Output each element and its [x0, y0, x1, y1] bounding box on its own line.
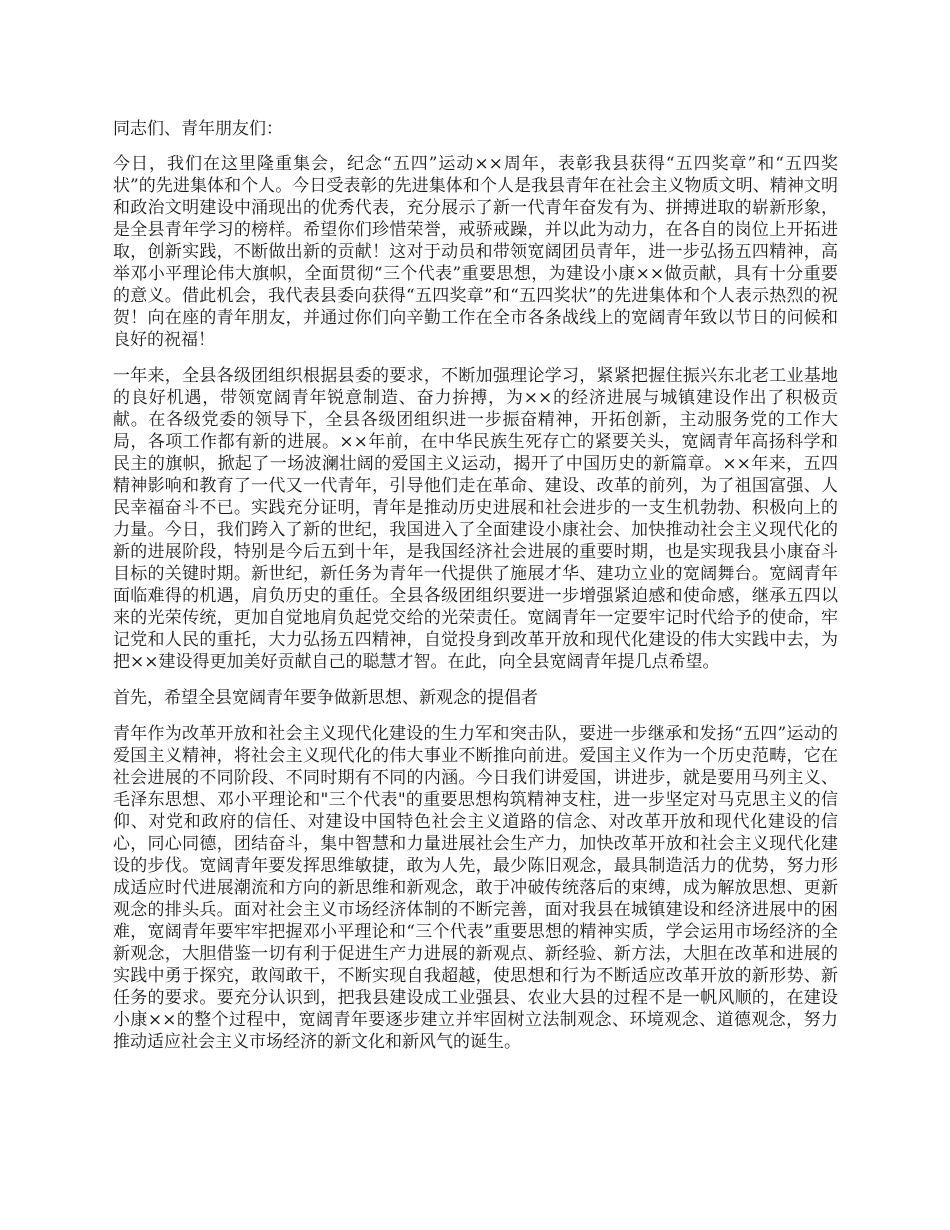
paragraph-commendation: 今日，我们在这里隆重集会，纪念“五四”运动××周年，表彰我县获得“五四奖章”和“五四奖状”的先进集体和个人。今日受表彰的先进集体和个人是我县青年在社会主义物质文明、精神文明和政治文明建设中涌现出的优秀代表，充分展示了新一代青年奋发有为、拼搏进取的崭新形象，是全县青年学习的榜样。希望你们珍惜荣誉，戒骄戒躁，并以此为动力，在各自的岗位上开拓进取，创新实践，不断做出新的贡献！这对于动员和带领宽阔团员青年，进一步弘扬五四精神，高举邓小平理论伟大旗帜，全面贯彻“三个代表”重要思想，为建设小康××做贡献，具有十分重要的意义。借此机会，我代表县委向获得“五四奖章”和“五四奖状”的先进集体和个人表示热烈的祝贺！向在座的青年朋友，并通过你们向辛勤工作在全市各条战线上的宽阔青年致以节日的问候和良好的祝福！ [113, 154, 838, 350]
document-body [113, 118, 838, 1067]
paragraph-new-ideas: 青年作为改革开放和社会主义现代化建设的生力军和突击队，要进一步继承和发扬“五四”运动的爱国主义精神，将社会主义现代化的伟大事业不断推向前进。爱国主义作为一个历史范畴，它在社会进展的不同阶段、不同时期有不同的内涵。今日我们讲爱国，讲进步，就是要用马列主义、毛泽东思想、邓小平理论和"三个代表"的重要思想构筑精神支柱，进一步坚定对马克思主义的信仰、对党和政府的信任、对建设中国特色社会主义道路的信念、对改革开放和现代化建设的信心，同心同德，团结奋斗，集中智慧和力量进展社会生产力，加快改革开放和社会主义现代化建设的步伐。宽阔青年要发挥思维敏捷，敢为人先，最少陈旧观念，最具制造活力的优势，努力形成适应时代进展潮流和方向的新思维和新观念，敢于冲破传统落后的束缚，成为解放思想、更新观念的排头兵。面对社会主义市场经济体制的不断完善，面对我县在城镇建设和经济进展中的困难，宽阔青年要牢牢把握邓小平理论和“三个代表”重要思想的精神实质，学会运用市场经济的全新观念，大胆借鉴一切有利于促进生产力进展的新观点、新经验、新方法，大胆在改革和进展的实践中勇于探究，敢闯敢干，不断实现自我超越，使思想和行为不断适应改革开放的新形势、新任务的要求。要充分认识到，把我县建设成工业强县、农业大县的过程不是一帆风顺的，在建设小康××的整个过程中，宽阔青年要逐步建立并牢固树立法制观念、环境观念、道德观念，努力推动适应社会主义市场经济的新文化和新风气的诞生。 [113, 724, 838, 1052]
section-heading-first: 首先，希望全县宽阔青年要争做新思想、新观念的提倡者 [113, 688, 538, 708]
paragraph-review: 一年来，全县各级团组织根据县委的要求，不断加强理论学习，紧紧把握住振兴东北老工业基地的良好机遇，带领宽阔青年锐意制造、奋力拚搏，为××的经济进展与城镇建设作出了积极贡献。在各级党委的领导下，全县各级团组织进一步振奋精神，开拓创新，主动服务党的工作大局，各项工作都有新的进展。××年前，在中华民族生死存亡的紧要关头，宽阔青年高扬科学和民主的旗帜，掀起了一场波澜壮阔的爱国主义运动，揭开了中国历史的新篇章。××年来，五四精神影响和教育了一代又一代青年，引导他们走在革命、建设、改革的前列，为了祖国富强、人民幸福奋斗不已。实践充分证明，青年是推动历史进展和社会进步的一支生机勃勃、积极向上的力量。今日，我们跨入了新的世纪，我国进入了全面建设小康社会、加快推动社会主义现代化的新的进展阶段，特别是今后五到十年，是我国经济社会进展的重要时期，也是实现我县小康奋斗目标的关键时期。新世纪，新任务为青年一代提供了施展才华、建功立业的宽阔舞台。宽阔青年面临难得的机遇，肩负历史的重任。全县各级团组织要进一步增强紧迫感和使命感，继承五四以来的光荣传统，更加自觉地肩负起党交给的光荣责任。宽阔青年一定要牢记时代给予的使命，牢记党和人民的重托，大力弘扬五四精神，自觉投身到改革开放和现代化建设的伟大实践中去，为把××建设得更加美好贡献自己的聪慧才智。在此，向全县宽阔青年提几点希望。 [113, 366, 838, 672]
greeting: 同志们、青年朋友们： [113, 119, 283, 139]
